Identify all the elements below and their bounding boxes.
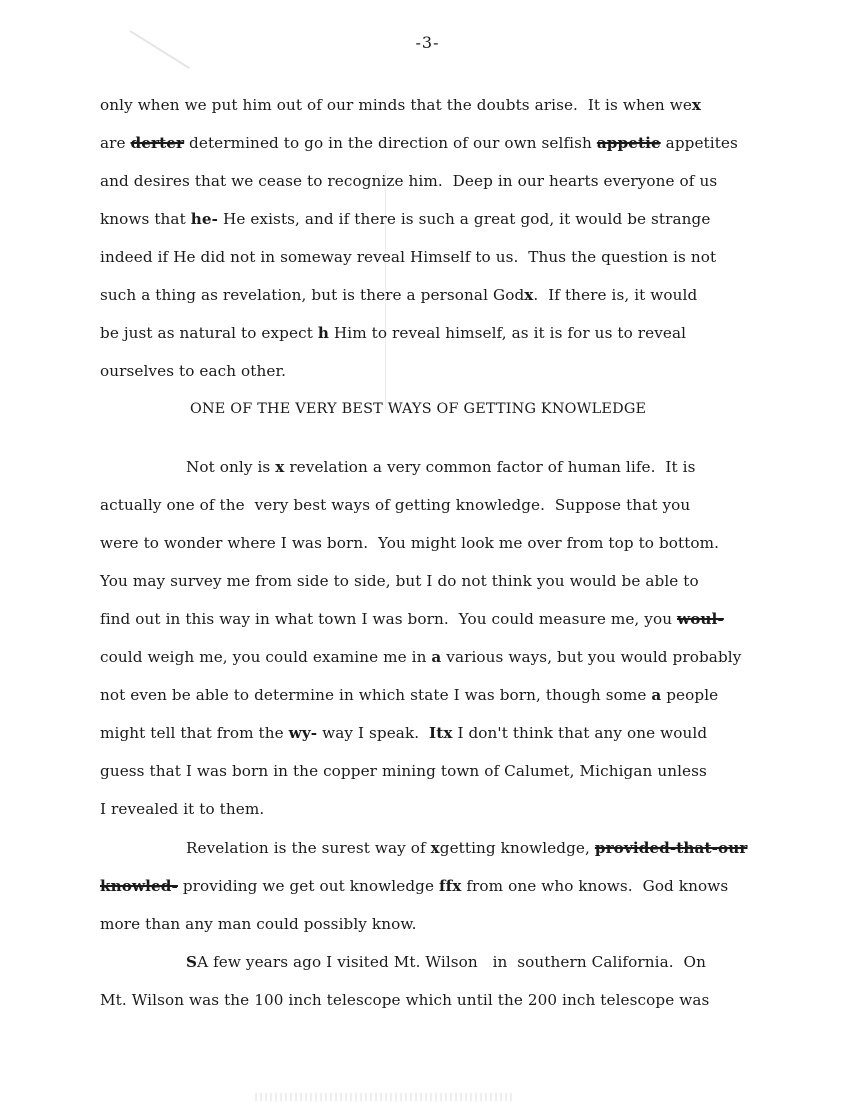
text-segment: could weigh me, you could examine me in [100, 648, 432, 666]
text-segment: A few years ago I visited Mt. Wilson in southern California. On [197, 953, 706, 971]
text-line [100, 171, 717, 191]
text-segment: such a thing as revelation, but is there a personal God [100, 286, 525, 304]
text-segment: be just as natural to expect [100, 324, 318, 342]
text-line [186, 457, 696, 477]
text-segment: find out in this way in what town I was born. You could measure me, you [100, 610, 678, 628]
text-segment: not even be able to determine in which state I was born, though some [100, 686, 652, 704]
text-segment: more than any man could possibly know. [100, 915, 417, 933]
text-line [100, 723, 707, 743]
overtyped-text: a [651, 686, 662, 704]
text-segment: Not only is [186, 458, 276, 476]
text-segment: were to wonder where I was born. You might look me over from top to bottom. [100, 534, 720, 552]
text-segment: Him to reveal himself, as it is for us to reveal [328, 324, 687, 342]
section-heading: ONE OF THE VERY BEST WAYS OF GETTING KNOWLEDGE [190, 401, 647, 417]
text-segment: guess that I was born in the copper mining town of Calumet, Michigan unless [100, 762, 707, 780]
text-line [100, 609, 724, 629]
scan-noise [255, 1093, 515, 1101]
text-segment: Mt. Wilson was the 100 inch telescope which until the 200 inch telescope was [100, 991, 710, 1009]
text-segment: You may survey me from side to side, but I do not think you would be able to [100, 572, 699, 590]
text-line [100, 799, 264, 819]
text-segment: providing we get out knowledge [177, 877, 439, 895]
text-line [100, 571, 699, 591]
text-segment: getting knowledge, [439, 839, 595, 857]
overtyped-text: a [431, 648, 442, 666]
text-segment: Revelation is the surest way of [186, 839, 431, 857]
text-line [100, 133, 738, 153]
overtyped-text: x [691, 96, 702, 114]
overtyped-text: ffx [438, 877, 462, 895]
overtyped-text: he- [190, 210, 219, 228]
text-segment: ourselves to each other. [100, 362, 287, 380]
text-line [100, 533, 719, 553]
text-line [100, 95, 701, 115]
overtyped-text: h [317, 324, 329, 342]
text-line [100, 209, 710, 229]
text-segment: knows that [100, 210, 191, 228]
text-segment: various ways, but you would probably [441, 648, 742, 666]
overtyped-text: x [430, 839, 440, 857]
text-line [100, 647, 741, 667]
text-line [186, 952, 706, 972]
struck-text: woul- [677, 610, 724, 628]
text-segment: might tell that from the [100, 724, 289, 742]
overtyped-text: wy- [288, 724, 318, 742]
struck-text: derter [130, 134, 185, 152]
text-segment: and desires that we cease to recognize him. Deep in our hearts everyone of us [100, 172, 718, 190]
text-segment: indeed if He did not in someway reveal Himself to us. Thus the question is not [100, 248, 717, 266]
overtyped-text: x [275, 458, 285, 476]
text-line [100, 361, 286, 381]
overtyped-text: x [524, 286, 534, 304]
text-line [100, 990, 709, 1010]
text-segment: only when we put him out of our minds that the doubts arise. It is when we [100, 96, 692, 114]
text-segment: way I speak. [317, 724, 430, 742]
struck-text: knowled- [100, 877, 178, 895]
text-line [100, 323, 686, 343]
text-line [100, 685, 718, 705]
text-segment: I don't think that any one would [452, 724, 708, 742]
text-segment: He exists, and if there is such a great god, it would be strange [218, 210, 711, 228]
text-line [186, 838, 747, 858]
text-line [100, 495, 690, 515]
text-line [100, 876, 728, 896]
text-segment: determined to go in the direction of our own selfish [184, 134, 597, 152]
text-segment: . If there is, it would [533, 286, 698, 304]
text-line [100, 761, 707, 781]
text-line [100, 285, 697, 305]
text-line [100, 247, 716, 267]
text-segment: appetites [660, 134, 738, 152]
text-line [100, 914, 417, 934]
text-segment: actually one of the very best ways of getting knowledge. Suppose that you [100, 496, 691, 514]
text-segment: people [661, 686, 719, 704]
page-number: -3- [415, 33, 440, 52]
text-segment: are [100, 134, 131, 152]
text-segment: I revealed it to them. [100, 800, 265, 818]
text-segment: from one who knows. God knows [461, 877, 729, 895]
overtyped-text: Itx [429, 724, 453, 742]
struck-text: provided-that-our [594, 839, 748, 857]
struck-text: appetie [596, 134, 661, 152]
overtyped-text: S [186, 953, 198, 971]
text-segment: revelation a very common factor of human life. It is [284, 458, 696, 476]
